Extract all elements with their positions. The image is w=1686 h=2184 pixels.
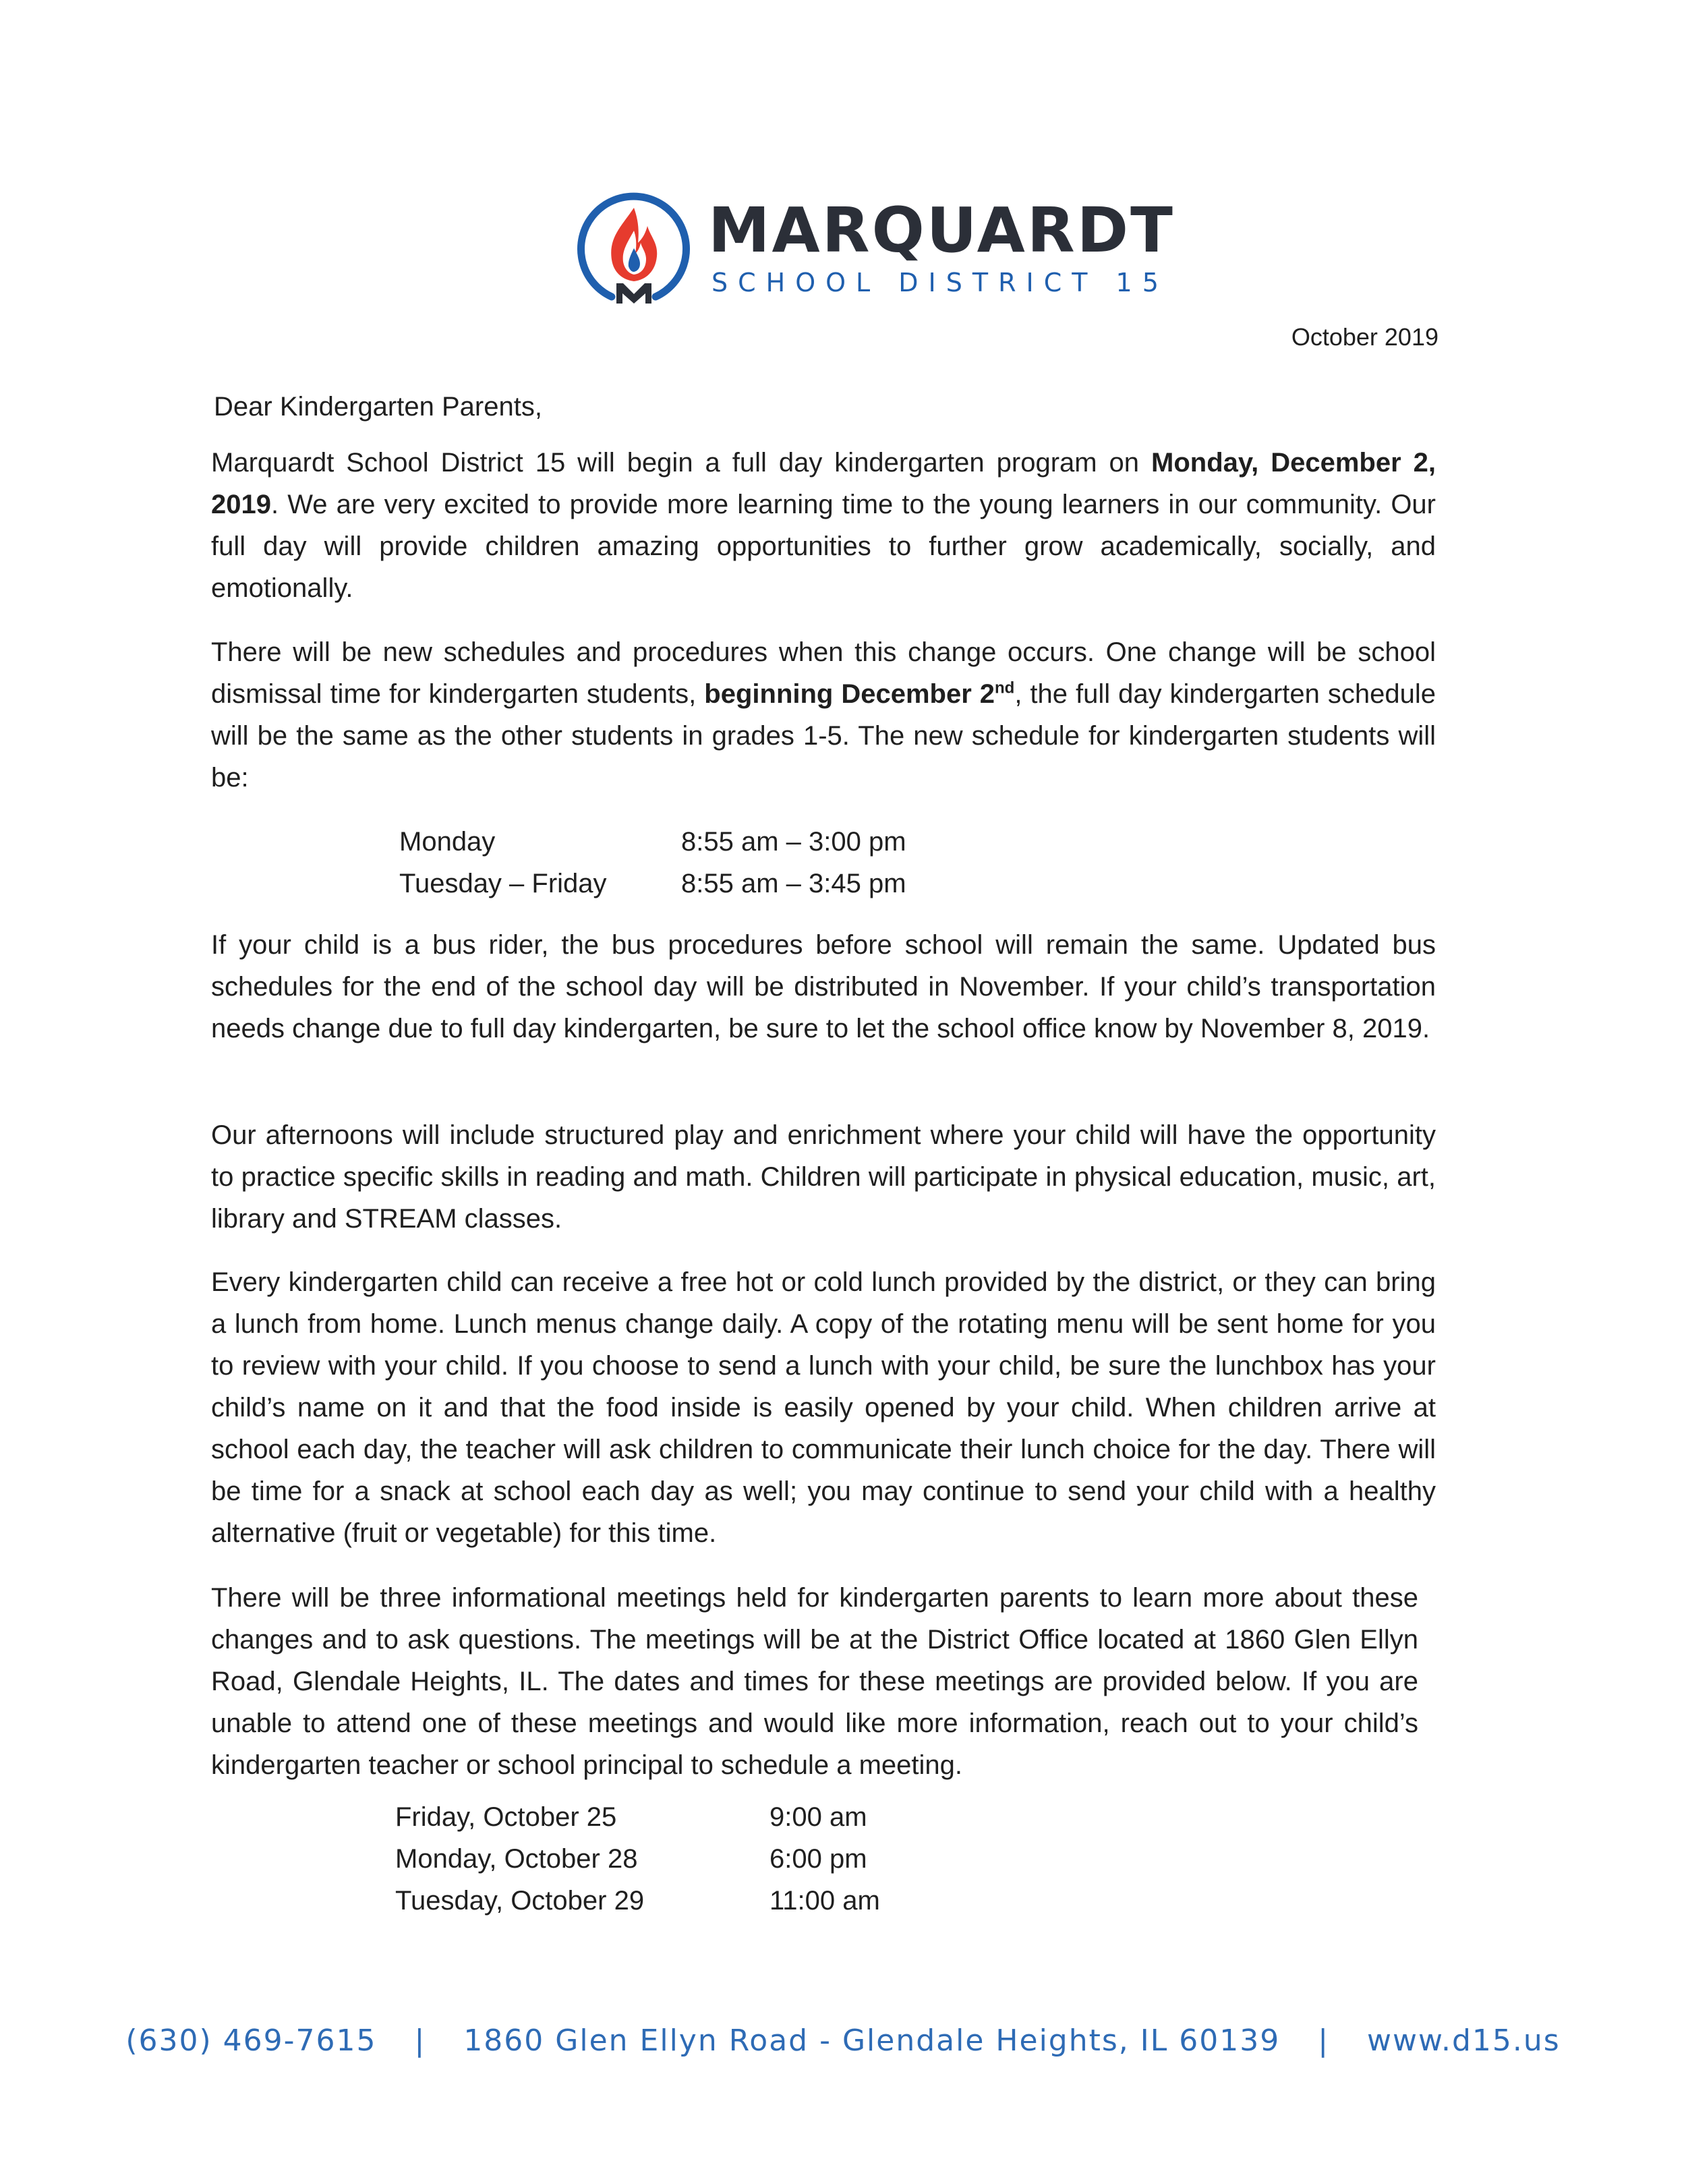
schedule-time: 8:55 am – 3:45 pm	[681, 869, 906, 898]
schedule-day: Monday	[399, 827, 496, 857]
meeting-row	[395, 1838, 1002, 1880]
letterhead	[575, 189, 1175, 310]
p2-text-before: There will be new schedules and procedures when this change occurs. One change will be school dismissal time for kindergarten students,	[211, 637, 1436, 709]
schedule-time: 8:55 am – 3:00 pm	[681, 827, 906, 857]
meeting-time: 11:00 am	[769, 1886, 880, 1916]
district-subtitle: SCHOOL DISTRICT 15	[711, 268, 1169, 297]
p2-ordinal: nd	[994, 679, 1015, 697]
p2-beginning-date: beginning December 2nd	[704, 679, 1015, 709]
schedule-row	[399, 863, 1006, 904]
footer-separator: |	[414, 2023, 426, 2058]
meeting-date: Monday, October 28	[395, 1844, 638, 1874]
paragraph-afternoons: Our afternoons will include structured play and enrichment where your child will have the opportunity to practice specific skills in reading and math. Children will participate in physical education, music, art, library and STREAM classes.	[211, 1120, 1436, 1234]
p1-text-before: Marquardt School District 15 will begin a full day kindergarten program on	[211, 448, 1152, 478]
meeting-time: 9:00 am	[769, 1802, 867, 1832]
footer-separator: |	[1318, 2023, 1330, 2058]
meeting-row	[395, 1880, 1002, 1922]
meeting-schedule	[395, 1796, 1002, 1922]
flame-m-logo-icon	[575, 189, 693, 307]
p1-text-after: . We are very excited to provide more learning time to the young learners in our community. Our full day will provide children amazing opportunities to further grow academically, socially, and emotionally.	[211, 490, 1436, 603]
meeting-date: Friday, October 25	[395, 1802, 617, 1832]
footer-address: 1860 Glen Ellyn Road - Glendale Heights, IL 60139	[463, 2023, 1281, 2058]
salutation: Dear Kindergarten Parents,	[214, 392, 542, 422]
p1-start-date: Monday, December 2, 2019	[211, 448, 1436, 519]
paragraph-bus-riders: If your child is a bus rider, the bus procedures before school will remain the same. Updated bus schedules for the end of the school day will be distributed in November. If your child’s transportation needs change due to full day kindergarten, be sure to let the school office know by November 8, 2019.	[211, 930, 1436, 1043]
paragraph-program-start	[211, 442, 1436, 609]
meeting-date: Tuesday, October 29	[395, 1886, 645, 1916]
footer-website[interactable]: www.d15.us	[1367, 2023, 1561, 2058]
schedule-row	[399, 821, 1006, 863]
paragraph-lunch: Every kindergarten child can receive a free hot or cold lunch provided by the district, or they can bring a lunch from home. Lunch menus change daily. A copy of the rotating menu will be sent home for you to review with your child. If you choose to send a lunch with your child, be sure the lunchbox has your child’s name on it and that the food inside is easily opened by your child. When children arrive at school each day, the teacher will ask children to communicate their lunch choice for the day. There will be time for a snack at school each day as well; you may continue to send your child with a healthy alternative (fruit or vegetable) for this time.	[211, 1267, 1436, 1548]
district-name: MARQUARDT	[708, 194, 1175, 266]
meeting-time: 6:00 pm	[769, 1844, 867, 1874]
schedule-day: Tuesday – Friday	[399, 869, 607, 898]
meeting-row	[395, 1796, 1002, 1838]
footer-phone: (630) 469-7615	[125, 2023, 377, 2058]
footer-contact	[0, 2023, 1686, 2058]
paragraph-new-schedules	[211, 631, 1436, 799]
letter-date: October 2019	[1291, 323, 1438, 351]
kindergarten-schedule	[399, 821, 1006, 904]
p2-text-after: , the full day kindergarten schedule will be the same as the other students in grades 1-5. The new schedule for kindergarten students will be:	[211, 679, 1436, 793]
paragraph-meetings: There will be three informational meetings held for kindergarten parents to learn more about these changes and to ask questions. The meetings will be at the District Office located at 1860 Glen Ellyn Road, Glendale Heights, IL. The dates and times for these meetings are provided below. If you are unable to attend one of these meetings and would like more information, reach out to your child’s kindergarten teacher or school principal to schedule a meeting.	[211, 1583, 1418, 1780]
